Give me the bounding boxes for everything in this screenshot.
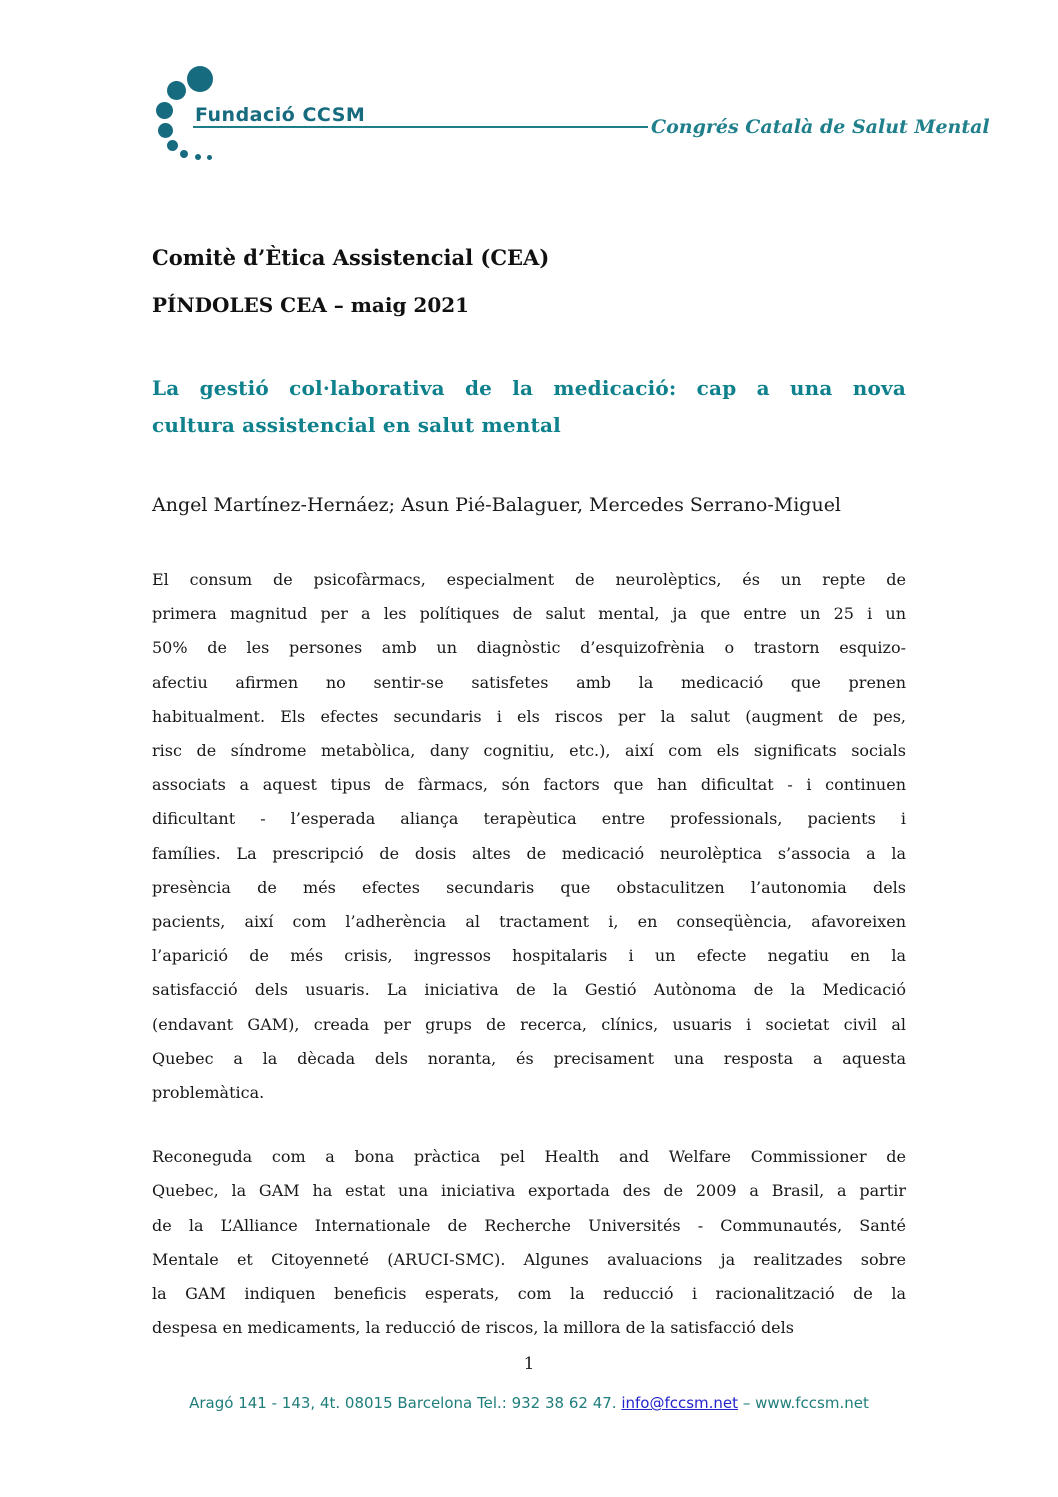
paragraph [152, 1140, 906, 1345]
text-line: dificultant - l’esperada aliança terapèutica entre professionals, pacients i [152, 809, 906, 829]
text-line: satisfacció dels usuaris. La iniciativa de la Gestió Autònoma de la Medicació [152, 980, 906, 1000]
text-line: Mentale et Citoyenneté (ARUCI-SMC). Algunes avaluacions ja realitzades sobre [152, 1249, 906, 1269]
issue-heading: PÍNDOLES CEA – maig 2021 [152, 293, 470, 317]
footer-address [0, 1394, 1058, 1412]
email-link[interactable]: info@fccsm.net [621, 1394, 739, 1412]
text-line: 50% de les persones amb un diagnòstic d’esquizofrènia o trastorn esquizo- [152, 638, 906, 658]
text-line: pacients, així com l’adherència al tractament i, en conseqüència, afavoreixen [152, 912, 906, 932]
text-line: risc de síndrome metabòlica, dany cognitiu, etc.), així com els significats socials [152, 741, 906, 761]
logo-dot [167, 140, 178, 151]
document-title [152, 370, 906, 444]
text-line: de la L’Alliance Internationale de Recherche Universités - Communautés, Santé [152, 1215, 906, 1235]
header-divider-line [193, 126, 648, 128]
text-line: Quebec a la dècada dels noranta, és precisament una resposta a aquesta [152, 1048, 906, 1068]
text-line: famílies. La prescripció de dosis altes de medicació neurolèptica s’associa a la [152, 843, 906, 863]
logo-wordmark: Fundació CCSM [195, 104, 366, 126]
logo-dot [187, 66, 213, 92]
logo-dot [180, 150, 188, 158]
logo-dot [167, 81, 186, 100]
page-number: 1 [523, 1354, 535, 1374]
congress-title: Congrés Català de Salut Mental [651, 116, 990, 138]
text-line: problemàtica. [152, 1083, 265, 1103]
footer-address-text: Aragó 141 - 143, 4t. 08015 Barcelona Tel.: 932 38 62 47. [189, 1394, 622, 1412]
text-line: associats a aquest tipus de fàrmacs, són factors que han dificultat - i continuen [152, 775, 906, 795]
logo-dot [156, 102, 173, 119]
logo-dot [195, 154, 201, 160]
text-line: cultura assistencial en salut mental [152, 413, 561, 437]
text-line: l’aparició de més crisis, ingressos hospitalaris i un efecte negatiu en la [152, 946, 906, 966]
text-line: (endavant GAM), creada per grups de recerca, clínics, usuaris i societat civil al [152, 1014, 906, 1034]
text-line: afectiu afirmen no sentir-se satisfetes amb la medicació que prenen [152, 672, 906, 692]
text-line: presència de més efectes secundaris que obstaculitzen l’autonomia dels [152, 877, 906, 897]
committee-heading: Comitè d’Ètica Assistencial (CEA) [152, 245, 550, 270]
logo-dot [207, 155, 212, 160]
text-line: Reconeguda com a bona pràctica pel Health and Welfare Commissioner de [152, 1147, 906, 1167]
footer-website-text: – www.fccsm.net [738, 1394, 869, 1412]
text-line: primera magnitud per a les polítiques de salut mental, ja que entre un 25 i un [152, 604, 906, 624]
text-line: La gestió col·laborativa de la medicació: cap a una nova [152, 376, 906, 400]
logo-dot [158, 123, 173, 138]
text-line: habitualment. Els efectes secundaris i els riscos per la salut (augment de pes, [152, 706, 906, 726]
authors-line: Angel Martínez-Hernáez; Asun Pié-Balaguer, Mercedes Serrano-Miguel [152, 494, 842, 516]
paragraph [152, 563, 906, 1110]
text-line: despesa en medicaments, la reducció de riscos, la millora de la satisfacció dels [152, 1318, 794, 1338]
body-paragraphs [152, 563, 906, 1375]
text-line: Quebec, la GAM ha estat una iniciativa exportada des de 2009 a Brasil, a partir [152, 1181, 906, 1201]
text-line: El consum de psicofàrmacs, especialment de neurolèptics, és un repte de [152, 570, 906, 589]
text-line: la GAM indiquen beneficis esperats, com la reducció i racionalització de la [152, 1284, 906, 1304]
